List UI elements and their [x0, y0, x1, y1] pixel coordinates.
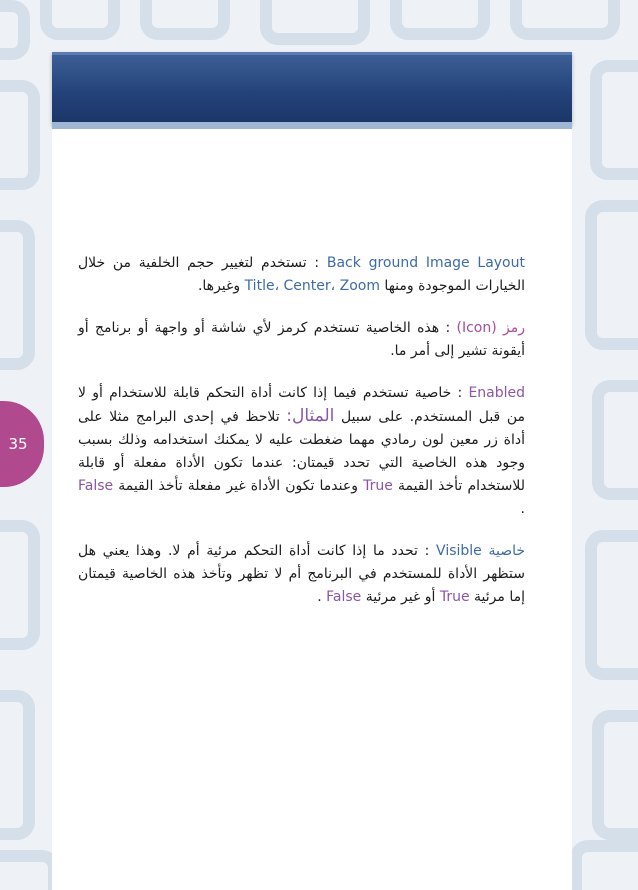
- paragraph-text: .: [317, 589, 327, 605]
- content-area: [78, 252, 525, 628]
- paragraph-text: وعندما تكون الأداة غير مفعلة تأخذ القيمة: [113, 478, 364, 494]
- paragraph-text: وغيرها.: [197, 278, 245, 294]
- term-enabled: Enabled: [468, 385, 526, 401]
- separator: :: [439, 320, 457, 336]
- layout-values: Title، Center، Zoom: [244, 278, 380, 294]
- paragraph-icon: [78, 317, 525, 363]
- term-visible: خاصية Visible: [436, 543, 526, 559]
- header-bar: [52, 52, 572, 125]
- value-false: False: [326, 589, 362, 605]
- value-true: True: [363, 478, 393, 494]
- paragraph-text: تلاحظ في إحدى البرامج مثلا على أداة زر معين لون رمادي مهما ضغطت عليه لا يمكنك استخدامه وذلك بسبب وجود هذه الخاصية التي تحدد قيمتان: عندما تكون الأداة مفعلة أو قابلة للاستخدام تأخذ القيمة: [78, 409, 525, 494]
- paragraph-enabled: [78, 382, 525, 521]
- term-icon: رمز (Icon): [456, 320, 525, 336]
- separator: :: [306, 255, 327, 271]
- paragraph-text: أو غير مرئية: [361, 589, 440, 605]
- header-stripe: [52, 122, 572, 129]
- page-number: 35: [8, 435, 28, 453]
- paragraph-text: .: [520, 501, 525, 517]
- paragraph-text: تستخدم لتغيير حجم الخلفية من خلال الخيارات الموجودة ومنها: [78, 255, 525, 294]
- paragraph-background-image-layout: [78, 252, 525, 298]
- value-false: False: [78, 478, 114, 494]
- paragraph-text: خاصية تستخدم فيما إذا كانت أداة التحكم قابلة للاستخدام أو لا من قبل المستخدم. على سبيل: [78, 385, 525, 425]
- term-background-image-layout: Back ground Image Layout: [326, 255, 525, 271]
- value-true: True: [439, 589, 470, 605]
- separator: :: [417, 543, 437, 559]
- separator: :: [451, 385, 469, 401]
- example-label: المثال:: [286, 406, 335, 426]
- paragraph-text: هذه الخاصية تستخدم كرمز لأي شاشة أو واجهة أو برنامج أو أيقونة تشير إلى أمر ما.: [78, 320, 525, 359]
- paragraph-visible: [78, 540, 525, 609]
- paragraph-text: تحدد ما إذا كانت أداة التحكم مرئية أم لا. وهذا يعني هل ستظهر الأداة للمستخدم في البرنامج أم لا تظهر وتأخذ هذه الخاصية قيمتان إما مرئية: [78, 543, 525, 605]
